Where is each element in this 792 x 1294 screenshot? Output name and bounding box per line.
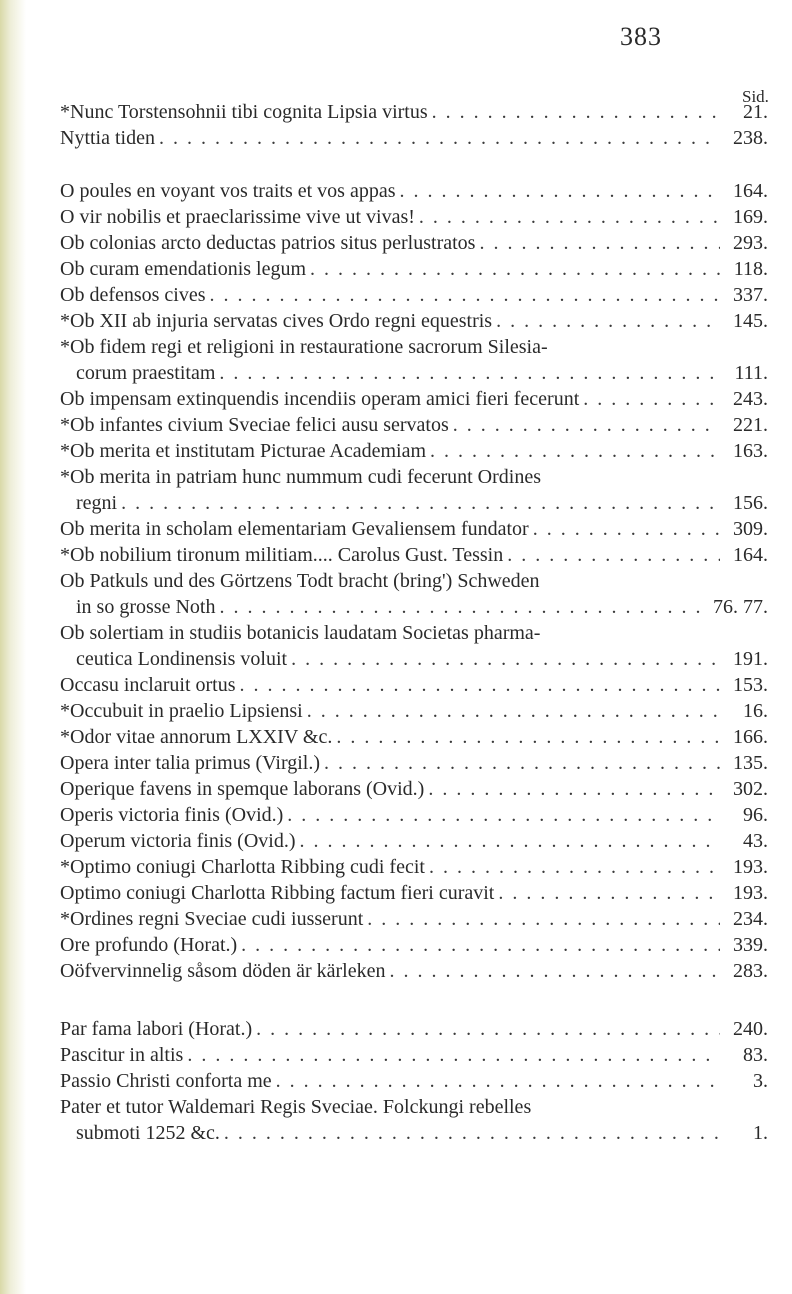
index-entry: Ob curam emendationis legum . . . 118. (60, 258, 768, 284)
page-column-header: Sid. (742, 87, 769, 106)
index-entry: *Odor vitae annorum LXXIV &c. . . . 166. (60, 726, 768, 752)
index-entry: Ob impensam extinquendis incendiis operam amici fieri fecerunt . . . 243. (60, 388, 768, 414)
index-entry: *Ordines regni Sveciae cudi iusserunt . . . 234. (60, 908, 768, 934)
index-entry: Ob defensos cives . . . 337. (60, 284, 768, 310)
index-entry: Occasu inclaruit ortus . . . 153. (60, 674, 768, 700)
index-entry: Ob solertiam in studiis botanicis laudatam Societas pharma- (60, 622, 541, 644)
index-entry: *Ob XII ab injuria servatas cives Ordo regni equestris . . . 145. (60, 310, 768, 336)
index-entry: Operique favens in spemque laborans (Ovid.) . . . 302. (60, 778, 768, 804)
index-entry-continuation: regni . . . 156. (76, 492, 768, 518)
index-entry-continuation: ceutica Londinensis voluit . . . 191. (76, 648, 768, 674)
index-entry: Opera inter talia primus (Virgil.) . . . 135. (60, 752, 768, 778)
index-entry: Ob merita in scholam elementariam Gevaliensem fundator . . . 309. (60, 518, 768, 544)
index-entry-continuation: submoti 1252 &c. . . . 1. (76, 1122, 768, 1148)
index-entry: *Optimo coniugi Charlotta Ribbing cudi fecit . . . 193. (60, 856, 768, 882)
index-entry: *Ob fidem regi et religioni in restauratione sacrorum Silesia- (60, 336, 548, 358)
index-entry: Optimo coniugi Charlotta Ribbing factum fieri curavit . . . 193. (60, 882, 768, 908)
index-entry: Pascitur in altis . . . 83. (60, 1044, 768, 1070)
index-entry: Ob colonias arcto deductas patrios situs perlustratos . . . 293. (60, 232, 768, 258)
page-number: 383 (620, 22, 662, 51)
index-entry: *Ob nobilium tironum militiam.... Carolus Gust. Tessin . . . 164. (60, 544, 768, 570)
index-entry: Nyttia tiden . . . 238. (60, 127, 768, 153)
index-entry: Par fama labori (Horat.) . . . 240. (60, 1018, 768, 1044)
index-entry: Oöfvervinnelig såsom döden är kärleken . . . 283. (60, 960, 768, 986)
index-entry: Passio Christi conforta me . . . 3. (60, 1070, 768, 1096)
index-entry: Ob Patkuls und des Görtzens Todt bracht (bring') Schweden (60, 570, 540, 592)
page-edge-shadow (0, 0, 26, 1294)
index-entry: *Nunc Torstensohnii tibi cognita Lipsia virtus . . . 21. (60, 101, 768, 127)
index-entry: O poules en voyant vos traits et vos appas . . . 164. (60, 180, 768, 206)
index-entry: *Ob merita et institutam Picturae Academiam . . . 163. (60, 440, 768, 466)
index-entry: Operis victoria finis (Ovid.) . . . 96. (60, 804, 768, 830)
index-entry: *Ob merita in patriam hunc nummum cudi fecerunt Ordines (60, 466, 541, 488)
index-entry: Pater et tutor Waldemari Regis Sveciae. Folckungi rebelles (60, 1096, 532, 1118)
index-entry: *Ob infantes civium Sveciae felici ausu servatos . . . 221. (60, 414, 768, 440)
index-entry: *Occubuit in praelio Lipsiensi . . . 16. (60, 700, 768, 726)
index-entry-continuation: corum praestitam . . . 111. (76, 362, 768, 388)
index-entry: Operum victoria finis (Ovid.) . . . 43. (60, 830, 768, 856)
index-entry: O vir nobilis et praeclarissime vive ut vivas! . . . 169. (60, 206, 768, 232)
index-entry: Ore profundo (Horat.) . . . 339. (60, 934, 768, 960)
index-entry-continuation: in so grosse Noth . . . 76. 77. (76, 596, 768, 622)
